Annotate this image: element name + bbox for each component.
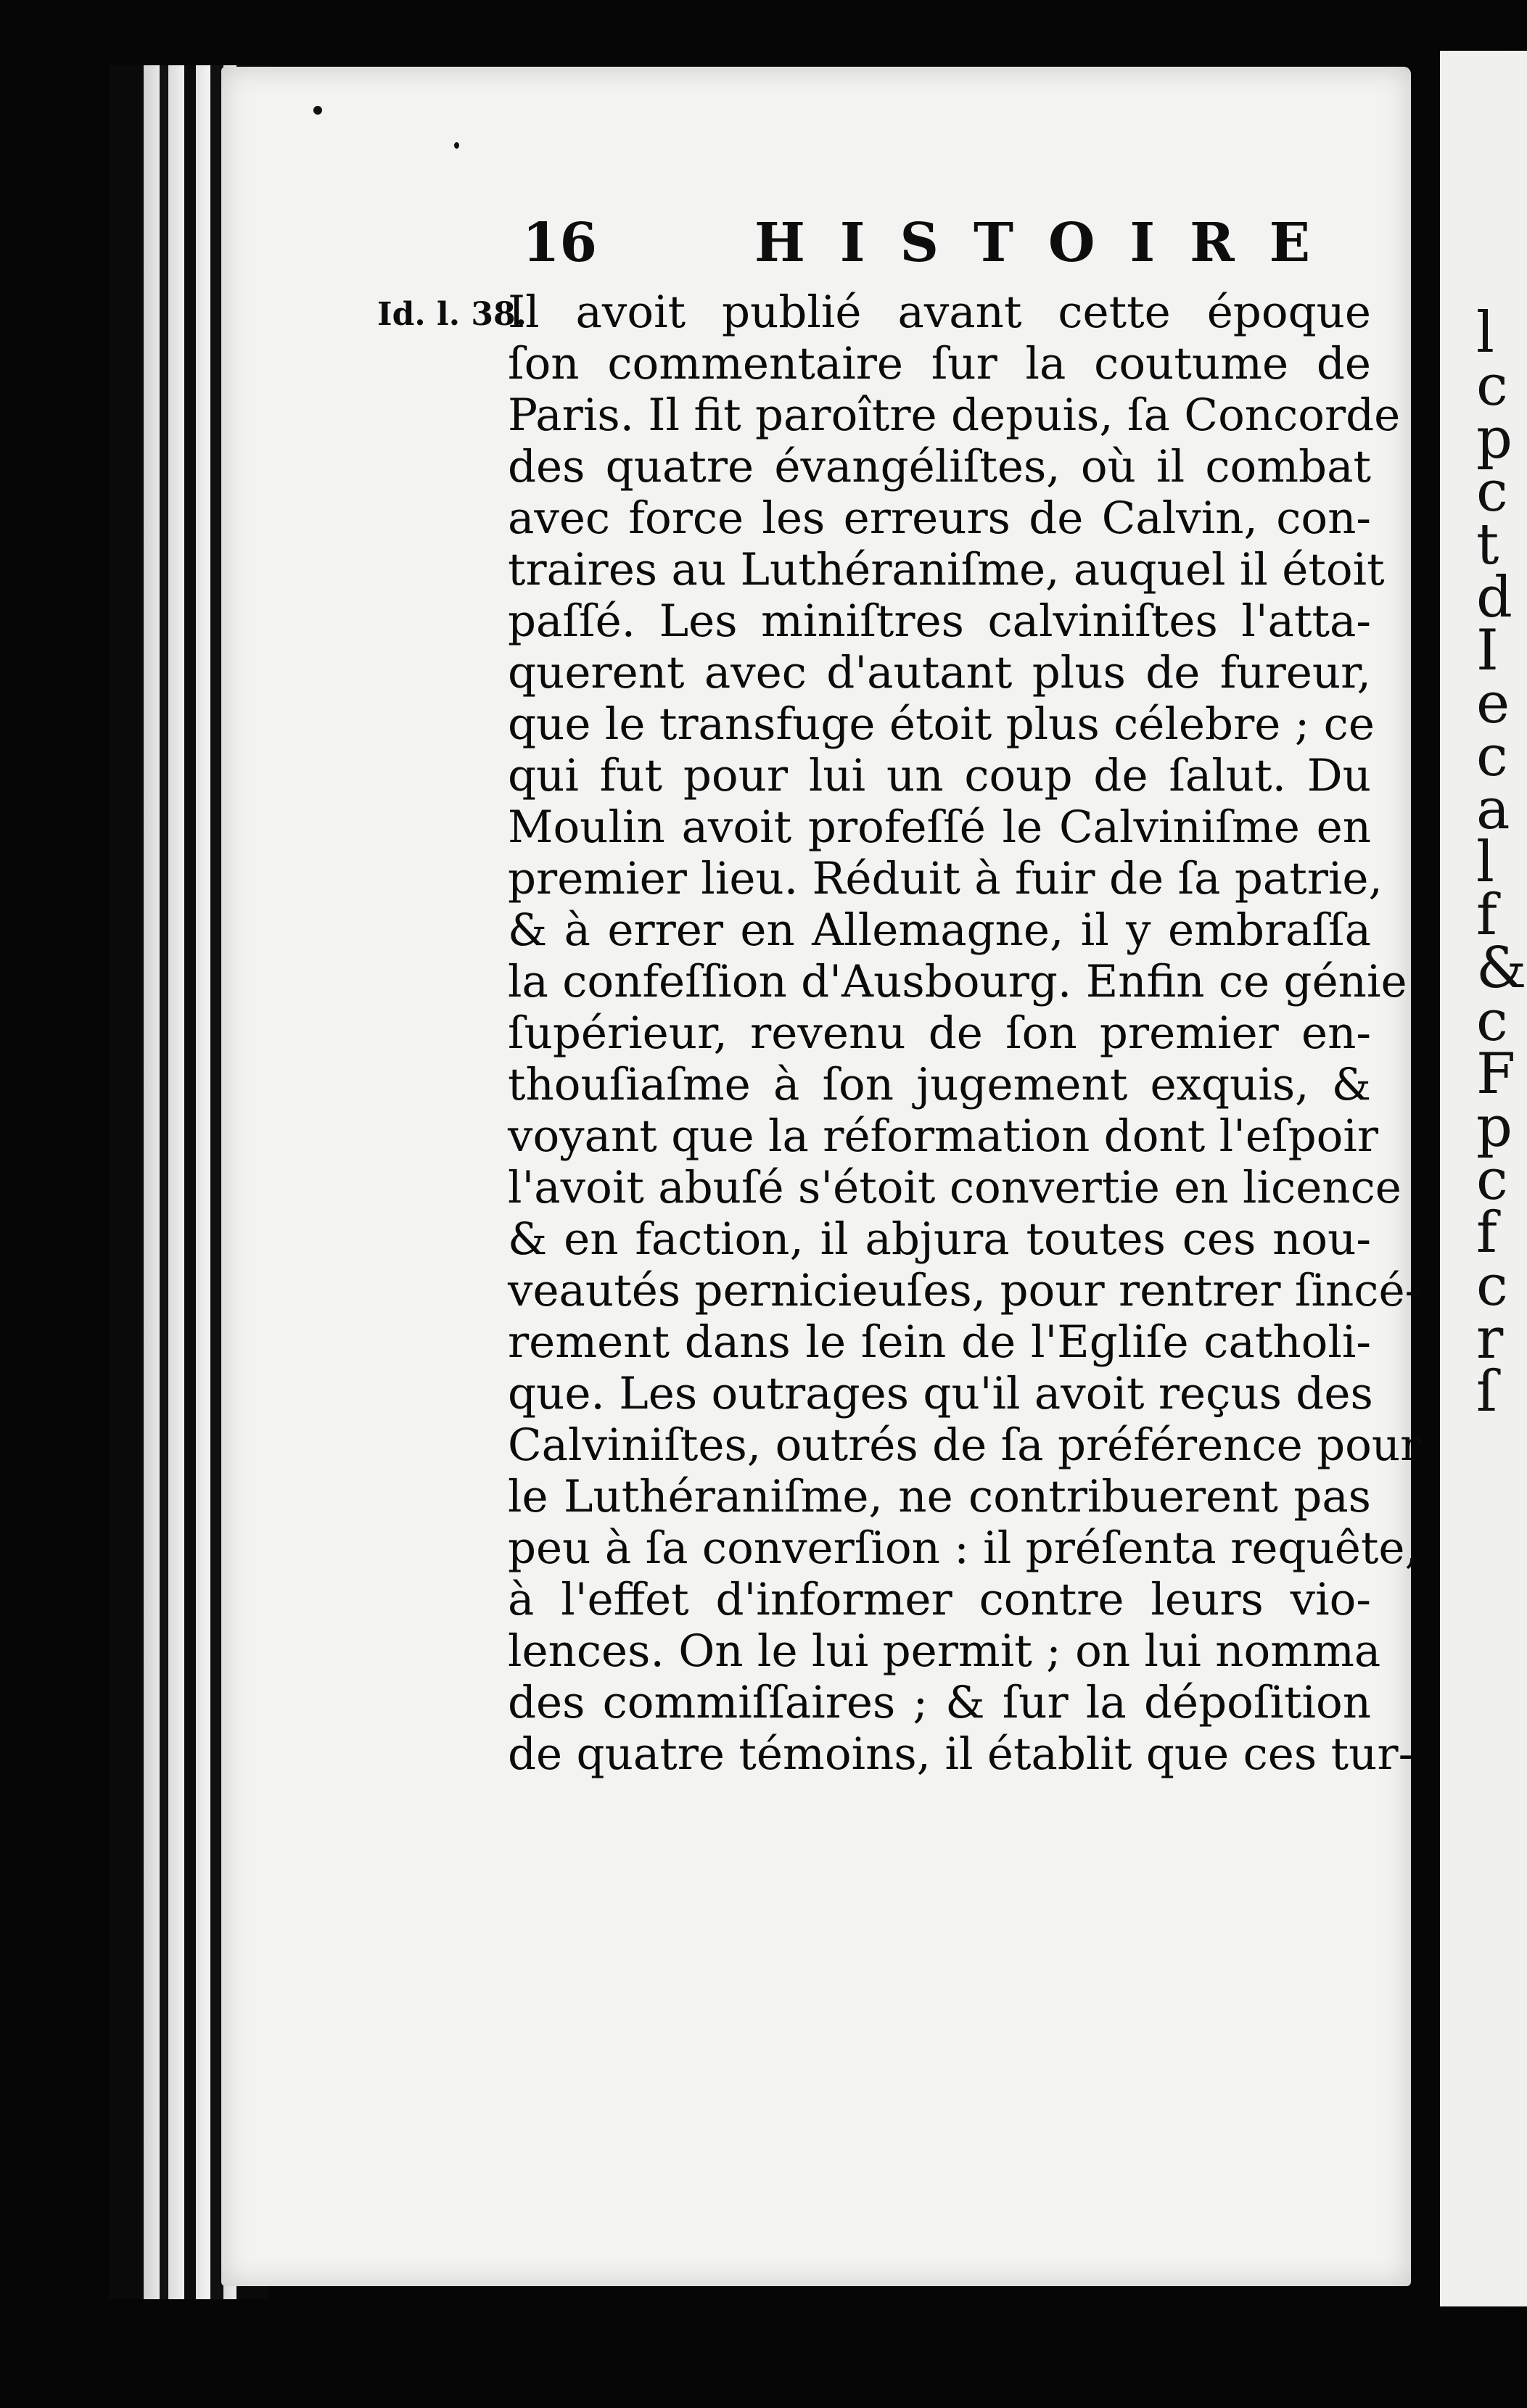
facing-page-glyph: F (1476, 1042, 1516, 1107)
facing-page-glyph: ſ (1476, 1359, 1497, 1424)
facing-page-glyph: p (1476, 1094, 1512, 1160)
text-line: des commiſſaires ; & ſur la dépoſition (508, 1677, 1371, 1728)
text-line: Paris. Il fit paroître depuis, ſa Concorde (508, 389, 1401, 441)
text-line: de quatre témoins, il établit que ces tur- (508, 1728, 1414, 1780)
text-line: avec force les erreurs de Calvin, con- (508, 492, 1371, 544)
page-number: 16 (522, 212, 597, 274)
text-line: qui fut pour lui un coup de ſalut. Du (508, 750, 1371, 801)
text-line: voyant que la réformation dont l'eſpoir (508, 1110, 1379, 1162)
text-line: ſon commentaire ſur la coutume de (508, 338, 1371, 389)
running-title: HISTOIRE (754, 212, 1346, 274)
facing-page-glyph: c (1476, 1147, 1508, 1213)
page-header (522, 212, 1349, 292)
text-line: querent avec d'autant plus de fureur, (508, 647, 1371, 698)
text-line: ſupérieur, revenu de ſon premier en- (508, 1007, 1371, 1059)
text-line: l'avoit abuſé s'étoit convertie en licence (508, 1162, 1402, 1213)
facing-page-glyph: f (1476, 1200, 1497, 1266)
text-line: rement dans le ſein de l'Egliſe catholi- (508, 1316, 1371, 1368)
margin-note: Id. l. 38. (377, 296, 527, 333)
facing-page-glyph: c (1476, 989, 1508, 1054)
facing-page-glyph: c (1476, 459, 1508, 524)
facing-page-glyph: c (1476, 1253, 1508, 1319)
text-line: thouſiaſme à ſon jugement exquis, & (508, 1059, 1371, 1110)
text-line: veautés pernicieuſes, pour rentrer ſincé- (508, 1265, 1420, 1316)
body-text (508, 286, 1422, 1780)
ink-speck (313, 106, 322, 115)
text-line: paſſé. Les miniſtres calviniſtes l'atta- (508, 595, 1371, 647)
facing-page-glyph: l (1476, 830, 1494, 895)
text-line: la confeſſion d'Ausbourg. Enfin ce génie (508, 956, 1407, 1007)
facing-page-glyph: r (1476, 1306, 1504, 1372)
facing-page-glyph: e (1476, 671, 1510, 736)
text-line: des quatre évangéliſtes, où il combat (508, 441, 1371, 492)
text-line: Il avoit publié avant cette époque (508, 286, 1371, 338)
facing-page-glyph: I (1476, 618, 1499, 683)
text-line: premier lieu. Réduit à fuir de ſa patrie, (508, 853, 1383, 904)
facing-page-glyph: f (1476, 883, 1497, 948)
facing-page-glyph: p (1476, 406, 1512, 471)
ink-speck (454, 142, 459, 149)
facing-page-glyph: l (1476, 300, 1494, 366)
text-line: traires au Luthéraniſme, auquel il étoit (508, 544, 1385, 595)
facing-page-glyph: d (1476, 565, 1512, 630)
text-line: peu à ſa converſion : il préſenta requête, (508, 1522, 1419, 1574)
text-line: & en faction, il abjura toutes ces nou- (508, 1213, 1371, 1265)
text-line: Calviniſtes, outrés de ſa préférence pour (508, 1419, 1422, 1471)
facing-page-glyph: c (1476, 353, 1508, 418)
text-line: que le transfuge étoit plus célebre ; ce (508, 698, 1375, 750)
text-line: Moulin avoit profeſſé le Calviniſme en (508, 801, 1371, 853)
text-line: à l'effet d'informer contre leurs vio- (508, 1574, 1371, 1625)
facing-page-glyph: c (1476, 724, 1508, 789)
facing-page-glyph: a (1476, 777, 1510, 842)
facing-page-glyph: & (1476, 936, 1527, 1001)
facing-page-glyph: t (1476, 512, 1499, 577)
text-line: lences. On le lui permit ; on lui nomma (508, 1625, 1381, 1677)
text-line: & à errer en Allemagne, il y embraſſa (508, 904, 1371, 956)
text-line: le Luthéraniſme, ne contribuerent pas (508, 1471, 1371, 1522)
text-line: que. Les outrages qu'il avoit reçus des (508, 1368, 1373, 1419)
